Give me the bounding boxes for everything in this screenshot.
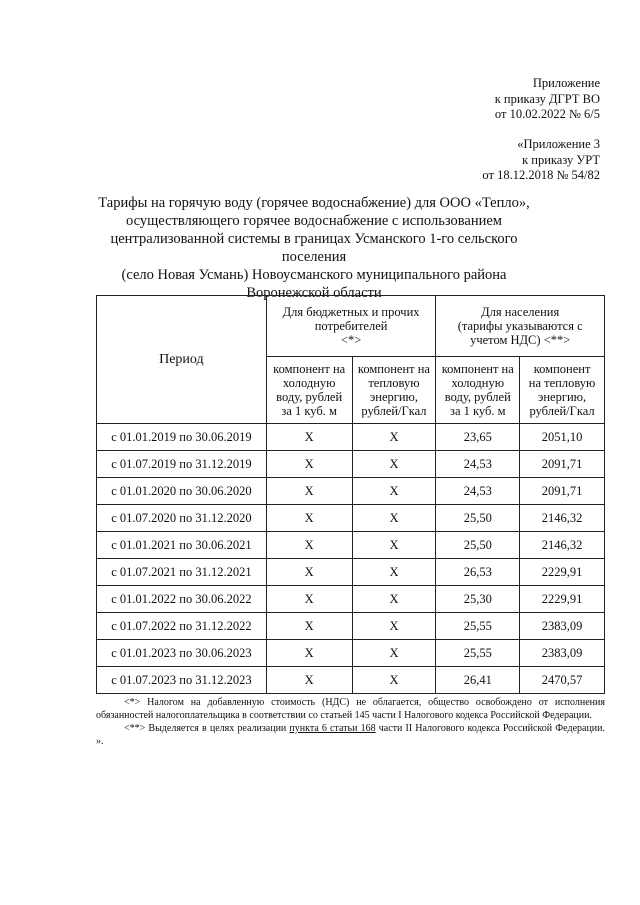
header-text: энергию, [538,390,587,404]
population-cold-cell: 25,50 [436,532,520,559]
footnote-1: <*> Налогом на добавленную стоимость (НДС) не облагается, общество освобождено от исполнения обязанностей налогоплательщика в соответствии со статьей 145 части I Налогового кодекса Российской Федерации. [96,697,605,721]
header-text: на тепловую [528,376,596,390]
budget-cold-cell: X [266,478,352,505]
header-text: холодную [451,376,505,390]
appendix-line-3: от 10.02.2022 № 6/5 [494,107,600,121]
period-cell: с 01.01.2023 по 30.06.2023 [97,640,267,667]
population-cold-cell: 24,53 [436,478,520,505]
population-cold-cell: 26,41 [436,667,520,694]
budget-heat-cell: X [352,424,436,451]
table-row [97,667,605,694]
budget-header-line-2: потребителей [314,319,388,333]
budget-heat-cell: X [352,451,436,478]
population-heat-cell: 2470,57 [520,667,605,694]
appendix-header [495,76,600,123]
budget-consumers-header [266,296,436,357]
tariffs-table [96,295,605,694]
table-row [97,640,605,667]
population-cold-cell: 23,65 [436,424,520,451]
header-text: компонент на [441,362,514,376]
header-text: рублей/Гкал [361,404,427,418]
original-appendix-header [482,137,600,184]
title-line-1: Тарифы на горячую воду (горячее водоснабжение) для ООО «Тепло», [98,195,530,211]
header-text: за 1 куб. м [450,404,506,418]
appendix-line-1: Приложение [532,76,600,90]
period-cell: с 01.01.2021 по 30.06.2021 [97,532,267,559]
period-cell: с 01.07.2020 по 31.12.2020 [97,505,267,532]
title-line-3: централизованной системы в границах Усманского 1-го сельского поселения [110,231,518,265]
table-row [97,424,605,451]
population-heat-energy-header [520,357,605,424]
population-cold-water-header [436,357,520,424]
period-cell: с 01.01.2019 по 30.06.2019 [97,424,267,451]
population-header [436,296,605,357]
budget-heat-cell: X [352,640,436,667]
table-row [97,478,605,505]
header-text: энергию, [369,390,419,404]
budget-cold-cell: X [266,559,352,586]
footnote-2-text: <**> Выделяется в целях реализации [124,723,290,734]
budget-cold-cell: X [266,505,352,532]
period-cell: с 01.07.2019 по 31.12.2019 [97,451,267,478]
table-row [97,613,605,640]
budget-heat-cell: X [352,532,436,559]
tax-code-link[interactable]: пункта 6 статьи 168 [289,723,376,734]
budget-cold-cell: X [266,613,352,640]
budget-cold-cell: X [266,451,352,478]
population-heat-cell: 2146,32 [520,505,605,532]
population-heat-cell: 2091,71 [520,478,605,505]
title-line-5: Воронежской области [246,285,382,301]
period-cell: с 01.07.2022 по 31.12.2022 [97,613,267,640]
footnote-2 [96,722,605,748]
original-appendix-line-2: к приказу УРТ [522,152,600,167]
period-header: Период [97,296,267,424]
table-row [97,505,605,532]
period-cell: с 01.07.2023 по 31.12.2023 [97,667,267,694]
header-text: компонент на [273,362,346,376]
table-row [97,559,605,586]
population-heat-cell: 2229,91 [520,586,605,613]
header-text: тепловую [368,376,420,390]
population-header-line-3: учетом НДС) <**> [470,333,571,347]
budget-heat-energy-header [352,357,436,424]
population-cold-cell: 25,55 [436,613,520,640]
budget-cold-cell: X [266,424,352,451]
population-heat-cell: 2051,10 [520,424,605,451]
table-row [97,586,605,613]
population-heat-cell: 2229,91 [520,559,605,586]
footnotes [96,696,605,748]
budget-heat-cell: X [352,586,436,613]
header-text: за 1 куб. м [281,404,337,418]
population-cold-cell: 25,50 [436,505,520,532]
period-cell: с 01.01.2022 по 30.06.2022 [97,586,267,613]
population-heat-cell: 2146,32 [520,532,605,559]
title-line-4: (село Новая Усмань) Новоусманского муниципального района [121,267,507,283]
header-text: холодную [282,376,336,390]
budget-cold-water-header [266,357,352,424]
header-text: воду, рублей [444,390,511,404]
budget-heat-cell: X [352,613,436,640]
period-cell: с 01.07.2021 по 31.12.2021 [97,559,267,586]
population-header-line-2: (тарифы указываются с [457,319,583,333]
budget-cold-cell: X [266,532,352,559]
population-cold-cell: 26,53 [436,559,520,586]
original-appendix-line-1: «Приложение 3 [517,137,600,151]
period-cell: с 01.01.2020 по 30.06.2020 [97,478,267,505]
population-cold-cell: 24,53 [436,451,520,478]
title-line-2: осуществляющего горячее водоснабжение с использованием [126,213,502,229]
budget-header-line-1: Для бюджетных и прочих [282,305,420,319]
header-text: компонент [533,362,591,376]
table-row [97,532,605,559]
population-heat-cell: 2383,09 [520,613,605,640]
population-heat-cell: 2383,09 [520,640,605,667]
budget-cold-cell: X [266,586,352,613]
budget-heat-cell: X [352,478,436,505]
header-text: рублей/Гкал [529,404,595,418]
population-header-line-1: Для населения [481,305,560,319]
population-cold-cell: 25,55 [436,640,520,667]
budget-heat-cell: X [352,667,436,694]
budget-cold-cell: X [266,640,352,667]
budget-header-line-3: <*> [340,333,362,347]
footnote-2-text-end: части II Налогового кодекса Российской Федерации. ». [96,723,606,747]
population-heat-cell: 2091,71 [520,451,605,478]
budget-heat-cell: X [352,559,436,586]
header-text: компонент на [357,362,430,376]
original-appendix-line-3: от 18.12.2018 № 54/82 [482,168,600,182]
budget-heat-cell: X [352,505,436,532]
table-row [97,451,605,478]
population-cold-cell: 25,30 [436,586,520,613]
document-title [84,194,544,302]
budget-cold-cell: X [266,667,352,694]
appendix-line-2: к приказу ДГРТ ВО [494,91,600,106]
header-text: воду, рублей [276,390,343,404]
